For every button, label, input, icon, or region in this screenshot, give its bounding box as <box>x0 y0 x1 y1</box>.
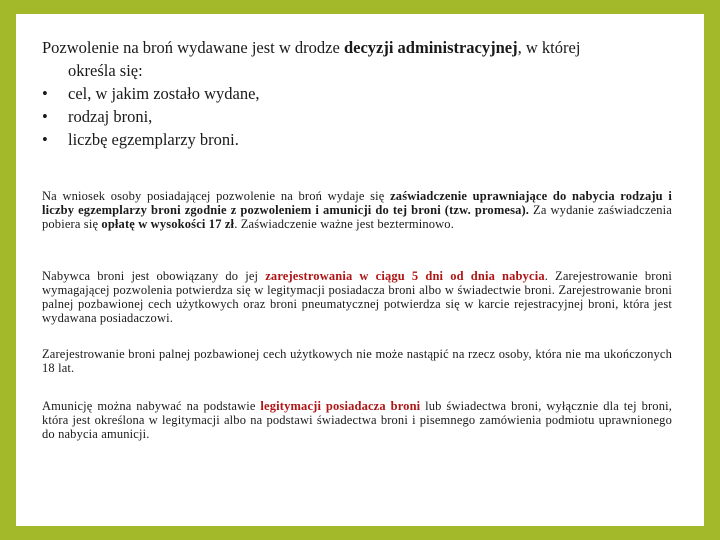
intro-bold-text: decyzji administracyjnej <box>343 38 518 57</box>
intro-text-a: Pozwolenie na broń wydawane jest w drodze <box>42 38 344 57</box>
intro-block <box>42 36 682 151</box>
intro-text-b: , w której <box>517 38 581 57</box>
intro-line-2: określa się: <box>68 61 143 80</box>
paragraph-age-restriction: Zarejestrowanie broni palnej pozbawionej cech użytkowych nie może nastąpić na rzecz osoby, która nie ma ukończonych 18 lat. <box>42 346 672 375</box>
paragraph-promesa <box>42 189 672 231</box>
slide <box>16 14 704 526</box>
bullet-text: rodzaj broni, <box>68 107 153 126</box>
paragraph-registration <box>42 269 672 325</box>
bullet-icon: • <box>42 107 48 126</box>
bullet-item <box>42 82 682 105</box>
bullet-item <box>42 105 682 128</box>
bold-text: opłatę w wysokości 17 zł <box>101 216 235 231</box>
text: Nabywca broni jest obowiązany do jej <box>42 268 266 283</box>
text: . Zaświadczenie ważne jest bezterminowo. <box>234 216 454 231</box>
text: Amunicję można nabywać na podstawie <box>42 398 261 413</box>
text: Za wydanie zaświadczenia pobiera się <box>42 202 672 231</box>
bold-text: zaświadczenie uprawniające do nabycia rodzaju i liczby egzemplarzy broni zgodnie z pozwoleniem i amunicji do tej broni (tzw. promesa). <box>42 188 672 217</box>
text: . Zarejestrowanie broni wymagającej pozwolenia potwierdza się w legitymacji posiadacza broni albo w świadectwie broni. Zarejestrowanie broni palnej pozbawionej cech użytkowych oraz broni pneumatycznej potwierdza się w karcie rejestracyjnej broni, która jest wydawana posiadaczowi. <box>42 268 672 325</box>
highlighted-text: legitymacji posiadacza broni <box>260 398 421 413</box>
bullet-text: liczbę egzemplarzy broni. <box>68 130 239 149</box>
text: lub świadectwa broni, wyłącznie dla tej broni, która jest określona w legitymacji albo na podstawi świadectwa broni i pisemnego zamówienia podmiotu uprawnionego do nabycia amunicji. <box>42 398 672 441</box>
text: Na wniosek osoby posiadającej pozwolenie na broń wydaje się <box>42 188 391 203</box>
bullet-icon: • <box>42 130 48 149</box>
bullet-list <box>42 82 682 151</box>
intro-line-1 <box>42 36 682 59</box>
bullet-icon: • <box>42 84 48 103</box>
highlighted-text: zarejestrowania w ciągu 5 dni od dnia nabycia <box>265 268 545 283</box>
paragraph-ammunition <box>42 399 672 441</box>
bullet-text: cel, w jakim zostało wydane, <box>68 84 260 103</box>
bullet-item <box>42 128 682 151</box>
